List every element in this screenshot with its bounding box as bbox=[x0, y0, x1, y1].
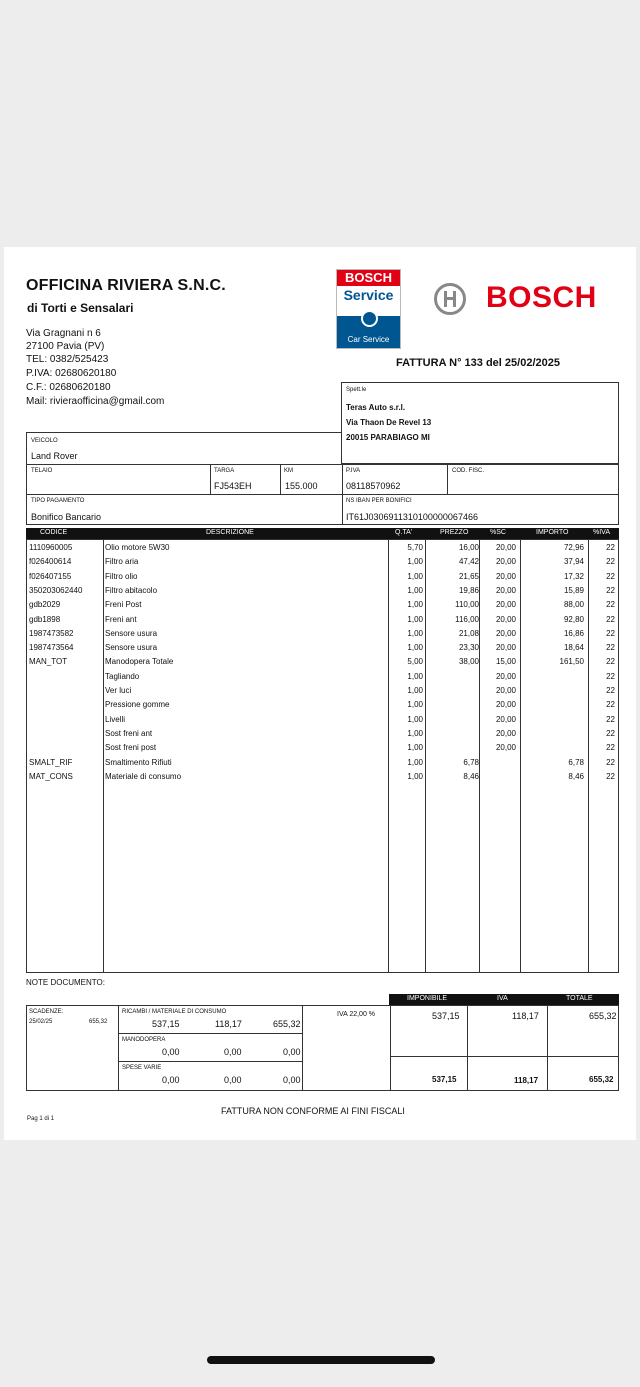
company-owners: di Torti e Sensalari bbox=[27, 301, 134, 315]
cell-price: 19,86 bbox=[458, 585, 479, 595]
cell-qty: 1,00 bbox=[407, 628, 423, 638]
cell-amount: 88,00 bbox=[563, 600, 584, 610]
piva-value: 08118570962 bbox=[346, 481, 401, 491]
cell-iva: 22 bbox=[606, 543, 615, 552]
cell-discount: 20,00 bbox=[495, 671, 516, 681]
totals-box bbox=[26, 1005, 619, 1091]
table-row bbox=[4, 629, 636, 643]
telaio-label: TELAIO bbox=[31, 468, 53, 474]
codfisc-label: COD. FISC. bbox=[452, 468, 485, 474]
cell-discount: 20,00 bbox=[495, 585, 516, 595]
invoice-title: FATTURA N° 133 del 25/02/2025 bbox=[396, 357, 560, 369]
cell-price: 47,42 bbox=[458, 557, 479, 567]
screen-bottom-background bbox=[0, 1140, 640, 1387]
cell-description: Sost freni ant bbox=[105, 728, 153, 738]
table-row bbox=[4, 557, 636, 571]
cell-price: 21,65 bbox=[458, 571, 479, 581]
cell-discount: 20,00 bbox=[495, 714, 516, 724]
manodopera-iva: 0,00 bbox=[224, 1047, 242, 1057]
cell-code: f026407155 bbox=[29, 571, 72, 581]
cell-iva: 22 bbox=[606, 671, 615, 681]
cell-description: Sensore usura bbox=[105, 643, 158, 653]
table-row bbox=[4, 729, 636, 743]
totals-header bbox=[389, 994, 619, 1005]
ricambi-totale: 655,32 bbox=[273, 1019, 301, 1029]
customer-city: 20015 PARABIAGO MI bbox=[346, 433, 430, 442]
cell-discount: 20,00 bbox=[495, 686, 516, 695]
cell-qty: 5,00 bbox=[407, 657, 423, 667]
iva-rate: IVA 22,00 % bbox=[337, 1011, 376, 1018]
cell-discount: 20,00 bbox=[495, 700, 516, 710]
cell-description: Freni Post bbox=[105, 600, 142, 610]
bosch-service-logo-top: BOSCH bbox=[337, 270, 400, 286]
home-indicator[interactable] bbox=[207, 1356, 435, 1364]
bosch-service-logo bbox=[336, 269, 401, 349]
scadenze-label: SCADENZE: bbox=[29, 1009, 64, 1015]
cell-iva: 22 bbox=[606, 628, 615, 638]
cell-description: Sensore usura bbox=[105, 628, 158, 638]
km-label: KM bbox=[284, 468, 293, 474]
table-row bbox=[4, 743, 636, 757]
invoice-page bbox=[4, 247, 636, 1140]
cell-iva: 22 bbox=[606, 585, 615, 595]
cell-iva: 22 bbox=[606, 643, 615, 653]
cell-discount: 20,00 bbox=[495, 614, 516, 624]
payment-type-value: Bonifico Bancario bbox=[31, 512, 102, 522]
cell-price: 23,30 bbox=[458, 643, 479, 653]
cell-qty: 1,00 bbox=[407, 585, 423, 595]
cell-description: Livelli bbox=[105, 714, 126, 724]
bosch-service-logo-band bbox=[337, 316, 400, 348]
table-row bbox=[4, 586, 636, 600]
cell-price: 6,78 bbox=[463, 757, 479, 767]
final-iva: 118,17 bbox=[514, 1076, 539, 1085]
cell-iva: 22 bbox=[606, 571, 615, 581]
company-address-line: TEL: 0382/525423 bbox=[26, 354, 109, 365]
header-prezzo: PREZZO bbox=[440, 529, 469, 536]
cell-amount: 8,46 bbox=[568, 771, 584, 781]
cell-iva: 22 bbox=[606, 714, 615, 724]
company-address-line: C.F.: 02680620180 bbox=[26, 382, 111, 393]
cell-iva: 22 bbox=[606, 557, 615, 567]
cell-discount: 20,00 bbox=[495, 643, 516, 653]
cell-description: Pressione gomme bbox=[105, 700, 170, 710]
company-address-line: P.IVA: 02680620180 bbox=[26, 368, 117, 379]
company-address-line: Via Gragnani n 6 bbox=[26, 328, 101, 339]
cell-qty: 1,00 bbox=[407, 728, 423, 738]
items-table-header bbox=[26, 528, 619, 539]
cell-qty: 1,00 bbox=[407, 643, 423, 653]
spese-label: SPESE VARIE bbox=[122, 1065, 162, 1071]
cell-iva: 22 bbox=[606, 614, 615, 624]
targa-value: FJ543EH bbox=[214, 481, 252, 491]
cell-description: Olio motore 5W30 bbox=[105, 543, 170, 552]
cell-discount: 20,00 bbox=[495, 557, 516, 567]
iva-value: 118,17 bbox=[512, 1011, 539, 1021]
cell-description: Materiale di consumo bbox=[105, 771, 182, 781]
cell-qty: 1,00 bbox=[407, 700, 423, 710]
header-totale: TOTALE bbox=[566, 995, 593, 1002]
header-importo: IMPORTO bbox=[536, 529, 569, 536]
cell-price: 110,00 bbox=[455, 600, 479, 610]
totale-value: 655,32 bbox=[589, 1011, 617, 1021]
cell-code: f026400614 bbox=[29, 557, 72, 567]
cell-code: 1987473582 bbox=[29, 628, 74, 638]
cell-code: MAN_TOT bbox=[29, 657, 68, 667]
bosch-armature-icon bbox=[434, 283, 466, 315]
cell-iva: 22 bbox=[606, 700, 615, 710]
imponibile-value: 537,15 bbox=[432, 1011, 460, 1021]
cell-price: 16,00 bbox=[458, 543, 479, 552]
cell-amount: 92,80 bbox=[563, 614, 584, 624]
customer-street: Via Thaon De Revel 13 bbox=[346, 418, 432, 427]
final-totale: 655,32 bbox=[589, 1075, 614, 1084]
km-value: 155.000 bbox=[285, 481, 318, 491]
cell-iva: 22 bbox=[606, 686, 615, 695]
table-row bbox=[4, 615, 636, 629]
header-qta: Q.TA' bbox=[395, 529, 413, 536]
scadenza-amount: 655,32 bbox=[89, 1019, 108, 1025]
header-sc: %SC bbox=[490, 529, 506, 536]
table-row bbox=[4, 600, 636, 614]
screen-top-background bbox=[0, 0, 640, 246]
cell-qty: 1,00 bbox=[407, 757, 423, 767]
vehicle-value: Land Rover bbox=[31, 451, 78, 461]
cell-amount: 18,64 bbox=[563, 643, 584, 653]
table-row bbox=[4, 672, 636, 686]
spese-imponibile: 0,00 bbox=[162, 1075, 180, 1085]
cell-code: gdb1898 bbox=[29, 614, 61, 624]
table-row bbox=[4, 543, 636, 557]
cell-discount: 20,00 bbox=[495, 628, 516, 638]
cell-code: 350203062440 bbox=[29, 585, 83, 595]
cell-qty: 5,70 bbox=[407, 543, 423, 552]
cell-iva: 22 bbox=[606, 771, 615, 781]
cell-amount: 161,50 bbox=[559, 657, 584, 667]
cell-code: MAT_CONS bbox=[29, 771, 73, 781]
cell-amount: 6,78 bbox=[568, 757, 584, 767]
cell-description: Filtro aria bbox=[105, 557, 139, 567]
cell-iva: 22 bbox=[606, 743, 615, 753]
manodopera-label: MANODOPERA bbox=[122, 1037, 166, 1043]
cell-code: 1110960005 bbox=[29, 543, 73, 552]
cell-discount: 20,00 bbox=[495, 728, 516, 738]
table-row bbox=[4, 686, 636, 700]
header-iva: %IVA bbox=[593, 529, 610, 536]
iban-value: IT61J0306911310100000067466 bbox=[346, 512, 478, 522]
vehicle-box bbox=[26, 432, 342, 465]
page-number: Pag 1 di 1 bbox=[27, 1116, 55, 1122]
iban-label: NS IBAN PER BONIFICI bbox=[346, 498, 412, 504]
piva-label: P.IVA bbox=[346, 468, 361, 474]
scadenza-date: 25/02/25 bbox=[29, 1019, 53, 1025]
cell-description: Smaltimento Rifiuti bbox=[105, 757, 172, 767]
bosch-service-logo-service: Service bbox=[343, 287, 394, 303]
payment-type-label: TIPO PAGAMENTO bbox=[31, 498, 85, 504]
table-row bbox=[4, 715, 636, 729]
header-codice: CODICE bbox=[40, 529, 68, 536]
ricambi-iva: 118,17 bbox=[215, 1019, 242, 1029]
cell-description: Filtro abitacolo bbox=[105, 585, 158, 595]
cell-qty: 1,00 bbox=[407, 600, 423, 610]
vehicle-details-row bbox=[26, 464, 619, 495]
cell-discount: 20,00 bbox=[495, 600, 516, 610]
cell-amount: 15,89 bbox=[563, 585, 584, 595]
payment-row bbox=[26, 494, 619, 525]
table-row bbox=[4, 643, 636, 657]
cell-qty: 1,00 bbox=[407, 771, 423, 781]
customer-name: Teras Auto s.r.l. bbox=[346, 403, 406, 412]
manodopera-totale: 0,00 bbox=[283, 1047, 301, 1057]
cell-amount: 17,32 bbox=[563, 571, 584, 581]
vehicle-label: VEICOLO bbox=[31, 438, 58, 444]
manodopera-imponibile: 0,00 bbox=[162, 1047, 180, 1057]
cell-description: Freni ant bbox=[105, 614, 137, 624]
cell-qty: 1,00 bbox=[407, 614, 423, 624]
cell-price: 21,08 bbox=[458, 628, 479, 638]
cell-qty: 1,00 bbox=[407, 743, 423, 753]
cell-amount: 72,96 bbox=[563, 543, 584, 552]
cell-amount: 37,94 bbox=[563, 557, 584, 567]
targa-label: TARGA bbox=[214, 468, 235, 474]
notes-label: NOTE DOCUMENTO: bbox=[26, 978, 105, 987]
cell-discount: 20,00 bbox=[495, 571, 516, 581]
cell-description: Filtro olio bbox=[105, 571, 138, 581]
cell-discount: 20,00 bbox=[495, 543, 516, 552]
cell-code: SMALT_RIF bbox=[29, 757, 73, 767]
cell-iva: 22 bbox=[606, 600, 615, 610]
table-row bbox=[4, 572, 636, 586]
cell-qty: 1,00 bbox=[407, 557, 423, 567]
bosch-service-logo-car-service: Car Service bbox=[347, 335, 390, 344]
cell-description: Ver luci bbox=[105, 686, 132, 695]
cell-price: 8,46 bbox=[463, 771, 479, 781]
cell-description: Manodopera Totale bbox=[105, 657, 174, 667]
spese-iva: 0,00 bbox=[224, 1075, 242, 1085]
header-imponibile: IMPONIBILE bbox=[407, 995, 448, 1002]
final-imponibile: 537,15 bbox=[432, 1075, 457, 1084]
cell-description: Tagliando bbox=[105, 671, 140, 681]
cell-price: 116,00 bbox=[455, 614, 479, 624]
cell-iva: 22 bbox=[606, 728, 615, 738]
ricambi-label: RICAMBI / MATERIALE DI CONSUMO bbox=[122, 1009, 227, 1015]
cell-iva: 22 bbox=[606, 757, 615, 767]
cell-qty: 1,00 bbox=[407, 571, 423, 581]
company-address-line: 27100 Pavia (PV) bbox=[26, 341, 105, 352]
cell-iva: 22 bbox=[606, 657, 615, 667]
bosch-logo: BOSCH bbox=[486, 281, 597, 314]
cell-code: 1987473564 bbox=[29, 643, 74, 653]
cell-qty: 1,00 bbox=[407, 686, 423, 695]
company-address-line: Mail: rivieraofficina@gmail.com bbox=[26, 396, 165, 407]
table-row bbox=[4, 772, 636, 786]
customer-box bbox=[341, 382, 619, 464]
ricambi-imponibile: 537,15 bbox=[152, 1019, 180, 1029]
table-row bbox=[4, 657, 636, 671]
table-row bbox=[4, 700, 636, 714]
cell-qty: 1,00 bbox=[407, 671, 423, 681]
cell-description: Sost freni post bbox=[105, 743, 157, 753]
customer-label: Spett.le bbox=[346, 387, 367, 393]
cell-code: gdb2029 bbox=[29, 600, 61, 610]
header-iva-total: IVA bbox=[497, 995, 508, 1002]
cell-qty: 1,00 bbox=[407, 714, 423, 724]
spese-totale: 0,00 bbox=[283, 1075, 301, 1085]
cell-price: 38,00 bbox=[458, 657, 479, 667]
fiscal-disclaimer: FATTURA NON CONFORME AI FINI FISCALI bbox=[221, 1106, 405, 1116]
cell-discount: 15,00 bbox=[495, 657, 516, 667]
cell-amount: 16,86 bbox=[563, 628, 584, 638]
table-row bbox=[4, 758, 636, 772]
header-descrizione: DESCRIZIONE bbox=[206, 529, 254, 536]
cell-discount: 20,00 bbox=[495, 743, 516, 753]
company-name: OFFICINA RIVIERA S.N.C. bbox=[26, 277, 226, 294]
bosch-armature-icon bbox=[361, 310, 378, 327]
